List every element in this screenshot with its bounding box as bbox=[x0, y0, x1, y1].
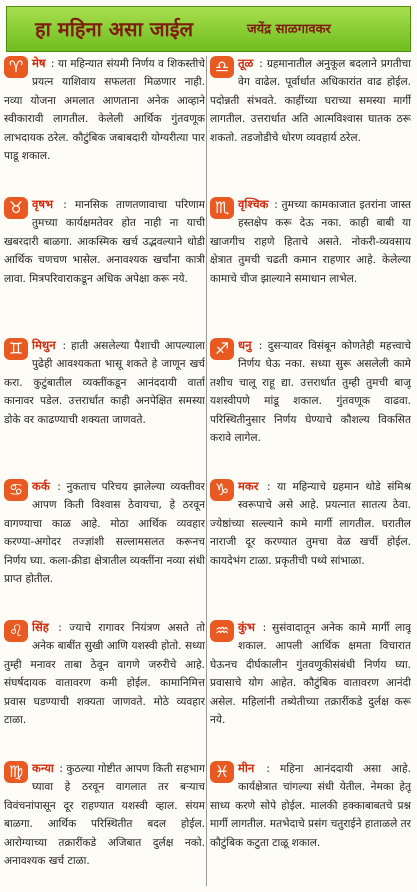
title-banner bbox=[6, 6, 411, 52]
horoscope-kumbh bbox=[210, 618, 411, 758]
sign-name: धनु bbox=[238, 338, 252, 352]
horoscope-makar bbox=[210, 477, 411, 617]
sign-separator: : bbox=[57, 340, 71, 352]
sign-separator: : bbox=[50, 622, 70, 634]
scorpio-icon: ♏ bbox=[210, 197, 234, 219]
sign-text: ज्याचे रागावर नियंत्रण असते तो अनेक बाबींत सुखी आणि यशस्वी होतो. सध्या तुम्ही मनावर ताबा ठेवून वागणे जरुरीचे आहे. संघर्षदायक वातावरण कमी होईल. कामानिमित्त प्रवास घडण्याची शक्यता जाणवते. मोठे व्यवहार टाळा. bbox=[4, 622, 205, 727]
sign-separator: : bbox=[47, 58, 58, 70]
virgo-icon: ♍ bbox=[4, 761, 28, 783]
sign-name: मेष bbox=[32, 56, 46, 70]
horoscope-vrushabh bbox=[4, 195, 205, 335]
sign-text: ग्रहमानातील अनुकूल बदलाने प्रगतीचा वेग वाढेल. पूर्वार्धात अधिकारांत वाढ होईल. पदोन्नती संभवते. काहींच्या घराच्या समस्या मार्गी लागतील. उत्तरार्धात अति आत्मविश्वास घातक ठरू शकतो. तडजोडीचे धोरण व्यवहार्य ठरेल. bbox=[210, 58, 411, 144]
horoscope-kark bbox=[4, 477, 205, 617]
horoscope-kanya bbox=[4, 759, 205, 888]
sign-text: हाती असलेल्या पैशाची आपल्याला पुढेही आवश्यकता भासू शकते हे जाणून खर्च करा. कुटुंबातील व्यक्तींकडून आनंददायी वार्ता कानावर पडेल. उत्तरार्धात काही अनपेक्षित समस्या डोके वर काढण्याची शक्यता जाणवते. bbox=[4, 340, 205, 426]
sagittarius-icon: ♐ bbox=[210, 338, 234, 360]
sign-text: सुसंवादातून अनेक कामे मार्गी लावू शकाल. आपली आर्थिक क्षमता विचारात घेऊनच दीर्घकालीन गुंतवणुकीसंबंधी निर्णय घ्या. प्रवासाचे योग आहेत. कौटुंबिक वातावरण आनंदी असेल. महिलांनी तब्येतीच्या तक्रारींकडे दुर्लक्ष करू नये. bbox=[210, 622, 411, 727]
horoscope-mithun bbox=[4, 336, 205, 476]
column-divider bbox=[206, 56, 207, 886]
right-column bbox=[210, 54, 411, 888]
capricorn-icon: ♑ bbox=[210, 479, 234, 501]
sign-name: कुंभ bbox=[238, 620, 255, 634]
horoscope-vrushchik bbox=[210, 195, 411, 335]
sign-separator: : bbox=[55, 763, 67, 775]
left-column bbox=[4, 54, 205, 888]
sign-separator: : bbox=[256, 622, 272, 634]
page-title: हा महिना असा जाईल bbox=[35, 17, 194, 41]
gemini-icon: ♊ bbox=[4, 338, 28, 360]
sign-name: कर्क bbox=[32, 479, 50, 493]
author-name: जयेंद्र साळगावकर bbox=[247, 22, 331, 37]
sign-text: या महिन्यात संयमी निर्णय व शिकस्तीचे प्रयत्न याशिवाय सफलता मिळणार नाही. नव्या योजना अमलात आणताना अनेक आव्हाने स्वीकारावी लागतील. केलेली आर्थिक गुंतवणूक लाभदायक ठरेल. कौटुंबिक जबाबदारी योग्यरीत्या पार पाडू शकाल. bbox=[4, 58, 205, 163]
horoscope-dhanu bbox=[210, 336, 411, 476]
libra-icon: ♎ bbox=[210, 56, 234, 78]
sign-name: सिंह bbox=[32, 620, 49, 634]
sign-text: दुसऱ्यावर विसंबून कोणतेही महत्त्वाचे निर्णय घेऊ नका. सध्या सुरू असलेली कामे तशीच चालू राहू द्या. उत्तरार्धात तुम्ही तुमची बाजू यशस्वीपणे मांडू शकाल. गुंतवणूक वाढवा. परिस्थितीनुसार निर्णय घेण्याचे कौशल्य विकसित करावे लागेल. bbox=[210, 340, 411, 445]
sign-text: महिना आनंददायी असा आहे. कार्यक्षेत्रात चांगल्या संधी येतील. नेमका हेतू साध्य करणे सोपे होईल. मालकी हक्काबाबतचे प्रश्न मार्गी लागतील. मतभेदाचे प्रसंग चतुराईने हाताळले तर कौटुंबिक कटुता टाळू शकाल. bbox=[210, 763, 411, 849]
horoscope-mesh bbox=[4, 54, 205, 194]
sign-name: वृषभ bbox=[32, 197, 54, 211]
sign-separator: : bbox=[253, 340, 268, 352]
aries-icon: ♈ bbox=[4, 56, 28, 78]
sign-separator: : bbox=[256, 763, 280, 775]
sign-text: कुठल्या गोष्टीत आपण किती सहभाग घ्यावा हे ठरवून वागलात तर बऱ्याच विवंचनांपासून दूर राहण्यात यशस्वी व्हाल. संयम बाळगा. आर्थिक परिस्थितीत बदल होईल. आरोग्याच्या तक्रारींकडे अजिबात दुर्लक्ष नको. अनावश्यक खर्च टाळा. bbox=[4, 763, 205, 868]
horoscope-sinh bbox=[4, 618, 205, 758]
aquarius-icon: ♒ bbox=[210, 620, 234, 642]
sign-name: मकर bbox=[238, 479, 259, 493]
sign-text: मानसिक ताणतणावाचा परिणाम तुमच्या कार्यक्षमतेवर होत नाही ना याची खबरदारी बाळगा. आकस्मिक खर्च उद्भवल्याने थोडी आर्थिक चणचण भासेल. अनावश्यक खर्चांना कात्री लावा. मित्रपरिवाराकडून अधिक अपेक्षा करू नये. bbox=[4, 199, 205, 285]
sign-separator: : bbox=[260, 481, 278, 493]
sign-separator: : bbox=[51, 481, 67, 493]
sign-separator: : bbox=[55, 199, 75, 211]
horoscope-tul bbox=[210, 54, 411, 194]
pisces-icon: ♓ bbox=[210, 761, 234, 783]
leo-icon: ♌ bbox=[4, 620, 28, 642]
cancer-icon: ♋ bbox=[4, 479, 28, 501]
horoscope-meen bbox=[210, 759, 411, 888]
sign-name: वृश्चिक bbox=[238, 197, 269, 211]
sign-separator: : bbox=[270, 199, 282, 211]
taurus-icon: ♉ bbox=[4, 197, 28, 219]
sign-name: मिथुन bbox=[32, 338, 56, 352]
sign-separator: : bbox=[255, 58, 267, 70]
sign-text: या महिन्याचे ग्रहमान थोडे संमिश्र स्वरूपाचे असे आहे. प्रयत्नात सातत्य ठेवा. ज्येष्ठांच्या सल्ल्याने कामे मार्गी लागतील. घरातील नाराजी दूर करण्यात तुमचा वेळ खर्ची होईल. कायदेभंग टाळा. प्रकृतीची पथ्ये सांभाळा. bbox=[210, 481, 411, 567]
sign-name: मीन bbox=[238, 761, 255, 775]
sign-text: नुकताच परिचय झालेल्या व्यक्तीवर आपण किती विश्वास ठेवायचा, हे ठरवून वागण्याचा काळ आहे. मोठा आर्थिक व्यवहार करण्या-अगोदर तज्ज्ञांशी सल्लामसलत करूनच निर्णय घ्या. कला-क्रीडा क्षेत्रातील व्यक्तींना नव्या संधी प्राप्त होतील. bbox=[4, 481, 205, 586]
sign-text: तुमच्या कामकाजात इतरांना जास्त हस्तक्षेप करू देऊ नका. काही बाबी या खाजगीच राहणे हिताचे असते. नोकरी-व्यवसाय क्षेत्रात तुमची चढती कमान राहणार आहे. केलेल्या कामाचे चीज झाल्याने समाधान लाभेल. bbox=[210, 199, 411, 285]
sign-name: तूळ bbox=[238, 56, 254, 70]
sign-name: कन्या bbox=[32, 761, 54, 775]
